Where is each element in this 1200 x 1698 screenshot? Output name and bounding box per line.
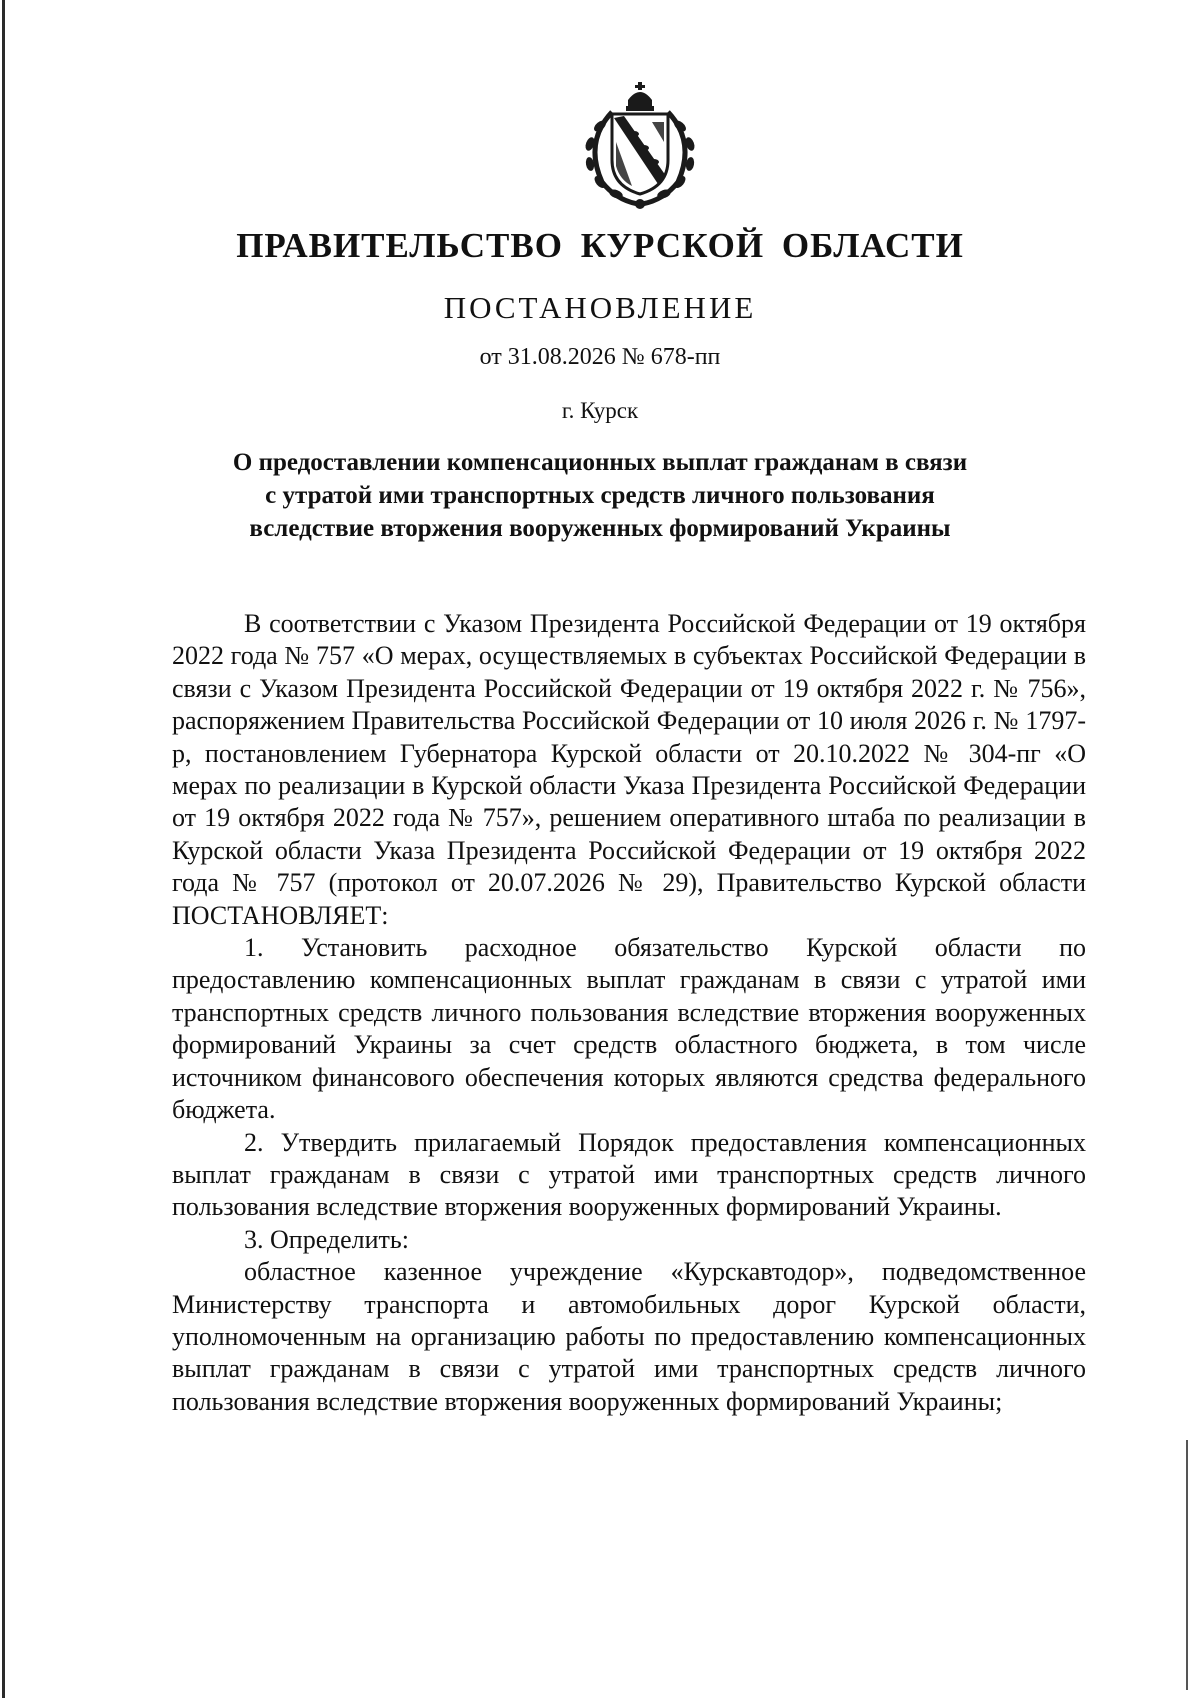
clause-3-paragraph: 3. Определить: (244, 1224, 409, 1254)
clause-3-item-paragraph: областное казенное учреждение «Курскавтодор», подведомственное Министерству транспорта и автомобильных дорог Курской области, уполномоченным на организацию работы по предоставлению компенсационных выплат гражданам в связи с утратой ими транспортных средств личного пользования вследствие вторжения вооруженных формирований Украины; (172, 1257, 1086, 1416)
clause-1-paragraph: 1. Установить расходное обязательство Курской области по предоставлению компенсационных выплат гражданам в связи с утратой ими транспортных средств личного пользования вследствие вторжения вооруженных формирований Украины за счет средств областного бюджета, в том числе источником финансового обеспечения которых являются средства федерального бюджета. (172, 933, 1086, 1125)
document-subject (150, 446, 1050, 545)
document-city: г. Курск (561, 398, 639, 423)
kursk-coat-of-arms-icon (572, 82, 708, 210)
document-body (172, 608, 1086, 1418)
document-number: от 31.08.2026 № 678-пп (479, 344, 721, 370)
preamble-paragraph: В соответствии с Указом Президента Российской Федерации от 19 октября 2022 года № 757 «О мерах, осуществляемых в субъектах Российской Федерации в связи с Указом Президента Российской Федерации от 19 октября 2022 г. № 756», распоряжением Правительства Российской Федерации от 10 июля 2026 г. № 1797-р, постановлением Губернатора Курской области от 20.10.2022 № 304-пг «О мерах по реализации в Курской области Указа Президента Российской Федерации от 19 октября 2022 года № 757», решением оперативного штаба по реализации в Курской области Указа Президента Российской Федерации от 19 октября 2022 года № 757 (протокол от 20.07.2026 № 29), Правительство Курской области ПОСТАНОВЛЯЕТ: (172, 609, 1086, 930)
document-type: ПОСТАНОВЛЕНИЕ (443, 290, 757, 325)
subject-line: О предоставлении компенсационных выплат гражданам в связи (232, 449, 968, 476)
clause-2-paragraph: 2. Утвердить прилагаемый Порядок предоставления компенсационных выплат гражданам в связи с утратой ими транспортных средств личного пользования вследствие вторжения вооруженных формирований Украины. (172, 1127, 1086, 1222)
scan-right-edge (1186, 1440, 1188, 1690)
subject-line: вследствие вторжения вооруженных формирований Украины (249, 515, 951, 542)
subject-line: с утратой ими транспортных средств личного пользования (265, 482, 935, 509)
government-title: ПРАВИТЕЛЬСТВО КУРСКОЙ ОБЛАСТИ (236, 226, 964, 265)
